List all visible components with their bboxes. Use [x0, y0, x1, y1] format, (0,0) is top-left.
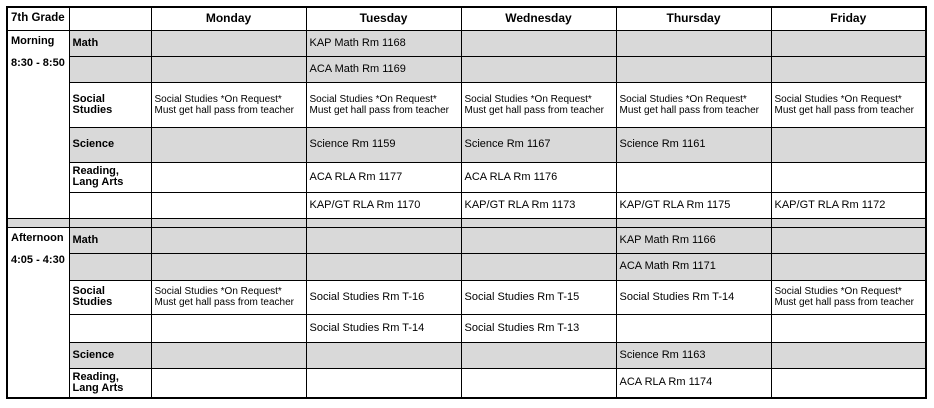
period-cell — [7, 227, 69, 398]
class-cell-tuesday: ACA RLA Rm 1177 — [306, 162, 461, 192]
schedule-table — [6, 6, 927, 399]
class-cell-tuesday — [306, 368, 461, 398]
class-cell-monday — [151, 56, 306, 82]
day-header-friday: Friday — [771, 7, 926, 30]
class-cell-friday: KAP/GT RLA Rm 1172 — [771, 192, 926, 218]
schedule-row — [7, 82, 926, 127]
class-cell-tuesday: ACA Math Rm 1169 — [306, 56, 461, 82]
divider-cell — [306, 218, 461, 227]
class-cell-monday — [151, 127, 306, 162]
schedule-row — [7, 192, 926, 218]
period-cell — [7, 30, 69, 218]
period-name: Morning — [11, 34, 55, 47]
subject-label: Reading, Lang Arts — [69, 162, 151, 192]
day-header-thursday: Thursday — [616, 7, 771, 30]
divider-cell — [7, 218, 69, 227]
class-cell-wednesday — [461, 368, 616, 398]
day-header-tuesday: Tuesday — [306, 7, 461, 30]
schedule-row — [7, 368, 926, 398]
divider-cell — [151, 218, 306, 227]
class-cell-wednesday — [461, 56, 616, 82]
divider-cell — [616, 218, 771, 227]
class-cell-monday — [151, 227, 306, 253]
class-cell-wednesday: KAP/GT RLA Rm 1173 — [461, 192, 616, 218]
blank-header-cell — [69, 7, 151, 30]
schedule-row — [7, 162, 926, 192]
schedule-body — [7, 7, 926, 398]
class-cell-thursday: ACA RLA Rm 1174 — [616, 368, 771, 398]
class-cell-thursday — [616, 314, 771, 342]
period-time: 4:05 - 4:30 — [11, 253, 65, 266]
subject-label: Science — [69, 127, 151, 162]
class-cell-wednesday: ACA RLA Rm 1176 — [461, 162, 616, 192]
class-cell-monday — [151, 162, 306, 192]
class-cell-thursday: Social Studies *On Request* Must get hall pass from teacher — [616, 82, 771, 127]
divider-cell — [69, 218, 151, 227]
class-cell-monday — [151, 253, 306, 280]
class-cell-tuesday: KAP Math Rm 1168 — [306, 30, 461, 56]
class-cell-thursday — [616, 56, 771, 82]
class-cell-tuesday: Social Studies Rm T-14 — [306, 314, 461, 342]
period-name: Afternoon — [11, 231, 64, 244]
class-cell-friday — [771, 342, 926, 368]
subject-label — [69, 314, 151, 342]
class-cell-thursday: Social Studies Rm T-14 — [616, 280, 771, 314]
class-cell-friday: Social Studies *On Request* Must get hall pass from teacher — [771, 280, 926, 314]
class-cell-thursday: KAP/GT RLA Rm 1175 — [616, 192, 771, 218]
class-cell-friday — [771, 314, 926, 342]
class-cell-thursday — [616, 30, 771, 56]
class-cell-monday: Social Studies *On Request* Must get hall pass from teacher — [151, 280, 306, 314]
class-cell-tuesday — [306, 342, 461, 368]
class-cell-tuesday: KAP/GT RLA Rm 1170 — [306, 192, 461, 218]
class-cell-monday — [151, 314, 306, 342]
class-cell-friday — [771, 368, 926, 398]
class-cell-wednesday — [461, 342, 616, 368]
divider-cell — [771, 218, 926, 227]
class-cell-friday — [771, 253, 926, 280]
subject-label — [69, 192, 151, 218]
class-cell-monday — [151, 30, 306, 56]
class-cell-wednesday: Social Studies *On Request* Must get hall pass from teacher — [461, 82, 616, 127]
class-cell-friday — [771, 56, 926, 82]
subject-label: Social Studies — [69, 280, 151, 314]
class-cell-friday — [771, 127, 926, 162]
subject-label: Reading, Lang Arts — [69, 368, 151, 398]
class-cell-tuesday — [306, 253, 461, 280]
subject-label — [69, 56, 151, 82]
class-cell-wednesday: Science Rm 1167 — [461, 127, 616, 162]
schedule-row — [7, 314, 926, 342]
class-cell-wednesday: Social Studies Rm T-13 — [461, 314, 616, 342]
class-cell-monday: Social Studies *On Request* Must get hall pass from teacher — [151, 82, 306, 127]
class-cell-friday — [771, 30, 926, 56]
subject-label: Math — [69, 227, 151, 253]
class-cell-friday: Social Studies *On Request* Must get hall pass from teacher — [771, 82, 926, 127]
grade-header: 7th Grade — [7, 7, 69, 30]
class-cell-thursday: KAP Math Rm 1166 — [616, 227, 771, 253]
subject-label — [69, 253, 151, 280]
class-cell-wednesday — [461, 253, 616, 280]
header-row — [7, 7, 926, 30]
class-cell-tuesday: Social Studies Rm T-16 — [306, 280, 461, 314]
period-divider-row — [7, 218, 926, 227]
period-time: 8:30 - 8:50 — [11, 56, 65, 69]
class-cell-monday — [151, 342, 306, 368]
class-cell-friday — [771, 162, 926, 192]
subject-label: Science — [69, 342, 151, 368]
subject-label: Math — [69, 30, 151, 56]
schedule-row — [7, 30, 926, 56]
class-cell-tuesday: Social Studies *On Request* Must get hall pass from teacher — [306, 82, 461, 127]
class-cell-tuesday — [306, 227, 461, 253]
day-header-monday: Monday — [151, 7, 306, 30]
class-cell-thursday: Science Rm 1161 — [616, 127, 771, 162]
subject-label: Social Studies — [69, 82, 151, 127]
schedule-row — [7, 253, 926, 280]
class-cell-wednesday — [461, 30, 616, 56]
day-header-wednesday: Wednesday — [461, 7, 616, 30]
schedule-row — [7, 280, 926, 314]
class-cell-monday — [151, 192, 306, 218]
schedule-row — [7, 127, 926, 162]
schedule-row — [7, 227, 926, 253]
class-cell-tuesday: Science Rm 1159 — [306, 127, 461, 162]
class-cell-friday — [771, 227, 926, 253]
divider-cell — [461, 218, 616, 227]
schedule-row — [7, 56, 926, 82]
class-cell-wednesday: Social Studies Rm T-15 — [461, 280, 616, 314]
class-cell-monday — [151, 368, 306, 398]
schedule-row — [7, 342, 926, 368]
class-cell-thursday — [616, 162, 771, 192]
class-cell-thursday: ACA Math Rm 1171 — [616, 253, 771, 280]
class-cell-wednesday — [461, 227, 616, 253]
class-cell-thursday: Science Rm 1163 — [616, 342, 771, 368]
